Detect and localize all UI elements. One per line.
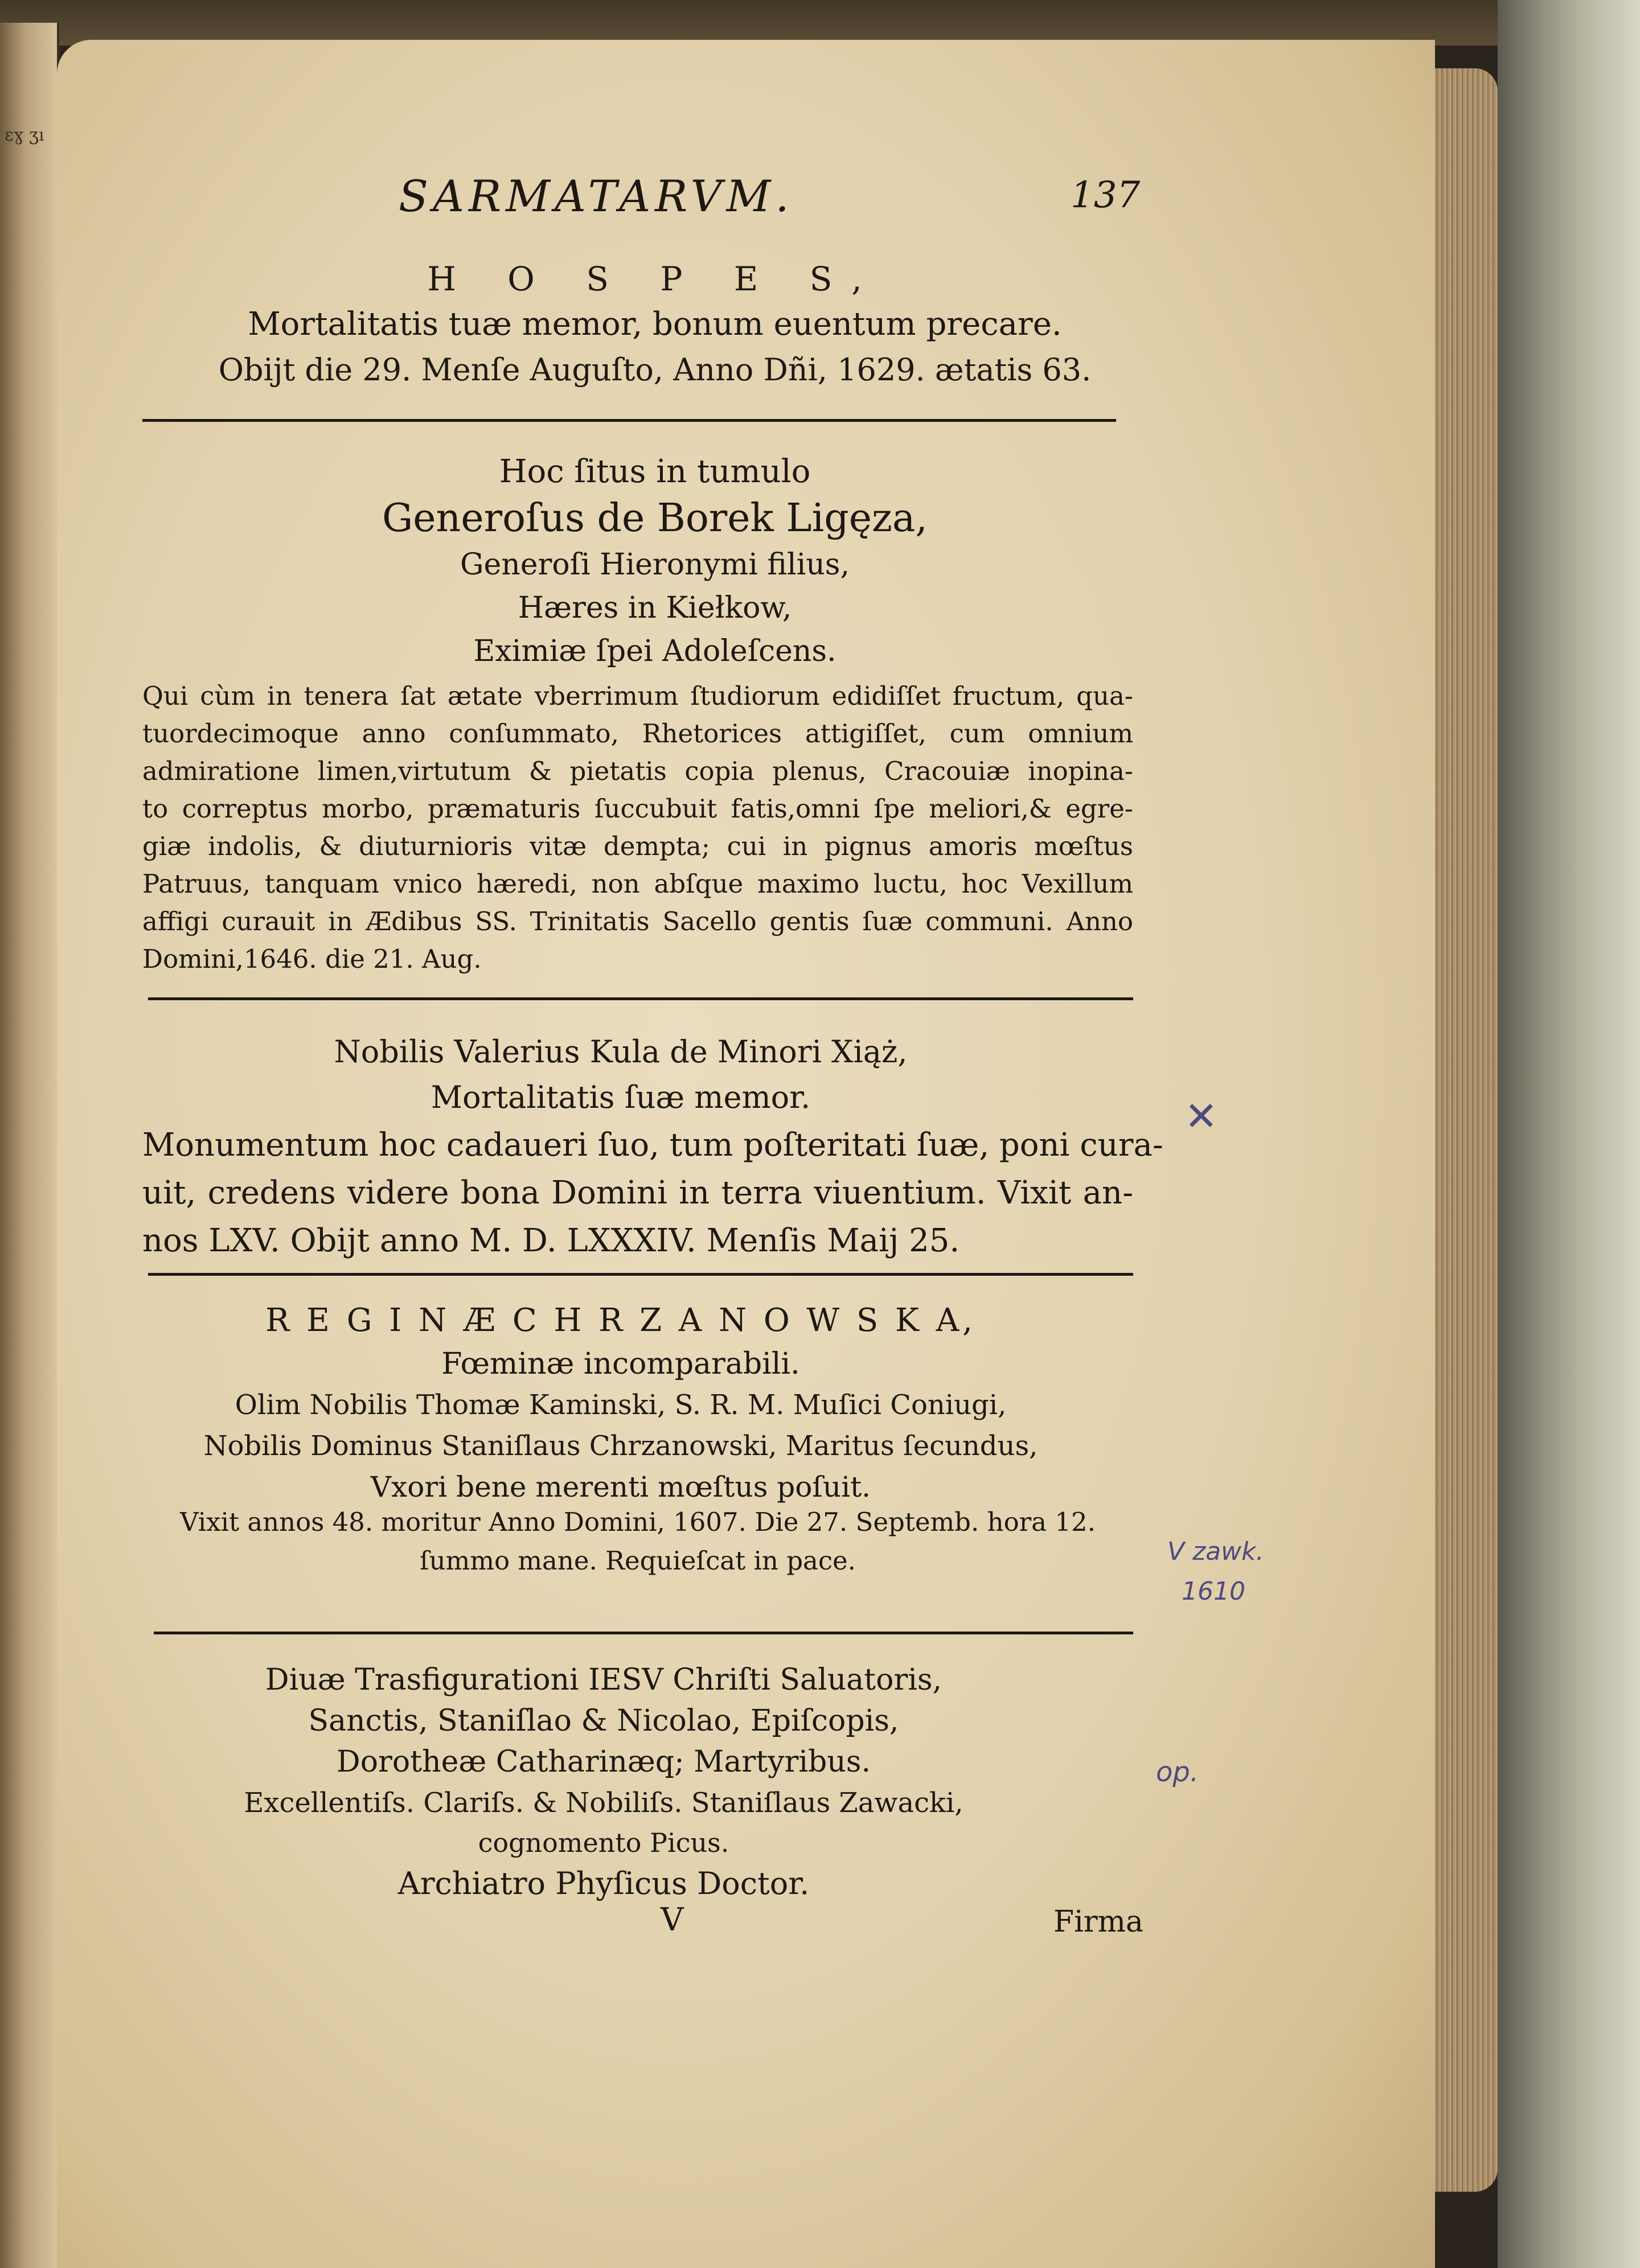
left-page-fragment: ɛɣ ʒı <box>5 125 44 145</box>
ligeza-heading-line: Generoſi Hieronymi filius, <box>460 548 850 582</box>
kula-heading-line: Nobilis Valerius Kula de Minori Xiąż, <box>334 1034 908 1070</box>
section-chrzanowska <box>137 1298 1105 1507</box>
running-title: SARMATARVM. <box>399 171 794 221</box>
page-footer <box>137 1901 1162 1947</box>
page-number: 137 <box>1071 174 1141 216</box>
zawacki-line: Excellentiſs. Clariſs. & Nobiliſs. Staniſlaus Zawacki, <box>244 1787 964 1819</box>
chrzanowska-line: Fœminæ incomparabili. <box>441 1347 800 1381</box>
section-chrzanowska-body <box>142 1503 1133 1580</box>
ligeza-heading-line: Eximiæ ſpei Adoleſcens. <box>473 634 837 668</box>
section-kula-heading <box>137 1029 1105 1120</box>
chrzanowska-body-line: Vixit annos 48. moritur Anno Domini, 1607. Die 27. Septemb. hora 12. <box>180 1507 1096 1537</box>
chrzanowska-line: R E G I N Æ C H R Z A N O W S K A, <box>265 1302 976 1339</box>
zawacki-line: Archiatro Phyſicus Doctor. <box>397 1866 810 1901</box>
chrzanowska-body-line: ſummo mane. Requieſcat in pace. <box>420 1546 856 1576</box>
divider <box>142 419 1116 422</box>
ligeza-body-line: Qui cùm in tenera ſat ætate vberrimum ſtudiorum edidiſſet fructum, qua- <box>142 681 1133 711</box>
chrzanowska-line: Vxori bene merenti mœſtus poſuit. <box>370 1470 871 1503</box>
left-page-strip <box>0 23 59 2268</box>
catchword: Firma <box>1053 1905 1143 1939</box>
ligeza-body-line: Domini,1646. die 21. Aug. <box>142 944 482 974</box>
zawacki-line: Diuæ Trasfigurationi IESV Chriſti Saluatoris, <box>265 1663 942 1697</box>
zawacki-line: Sanctis, Staniſlao & Nicolao, Epiſcopis, <box>308 1704 899 1738</box>
ligeza-heading-line: Hoc ſitus in tumulo <box>499 453 811 490</box>
section-zawacki <box>137 1659 1071 1905</box>
ligeza-body-line: admiratione limen,virtutum & pietatis copia plenus, Cracouiæ inopina- <box>142 756 1133 786</box>
ligeza-body-line: affigi curauit in Ædibus SS. Trinitatis Sacello gentis ſuæ communi. Anno <box>142 906 1133 936</box>
margin-note-zawacki: V zawk. <box>1167 1537 1264 1566</box>
section-kula-body <box>142 1121 1163 1265</box>
page-content <box>137 171 1173 233</box>
kula-body-line: uit, credens videre bona Domini in terra viuentium. Vixit an- <box>142 1174 1133 1211</box>
divider <box>154 1632 1133 1634</box>
page-header <box>137 171 1173 233</box>
section-ligeza-heading <box>137 450 1173 673</box>
section-ligeza-body <box>142 677 1133 978</box>
ligeza-heading-line: Generoſus de Borek Ligęza, <box>382 496 928 541</box>
ligeza-body-line: giæ indolis, & diuturnioris vitæ dempta; cui in pignus amoris mœſtus <box>142 831 1133 861</box>
margin-note-op: op. <box>1156 1756 1199 1788</box>
ligeza-heading-line: Hæres in Kiełkow, <box>518 591 792 625</box>
book-cover-edge <box>1498 0 1640 2268</box>
signature-mark: V <box>661 1901 684 1938</box>
margin-note-year: 1610 <box>1182 1577 1245 1606</box>
hospes-line: Obijt die 29. Menſe Auguſto, Anno Dñi, 1629. ætatis 63. <box>218 352 1092 388</box>
hospes-line: Mortalitatis tuæ memor, bonum euentum precare. <box>248 306 1062 343</box>
zawacki-line: Dorotheæ Catharinæq; Martyribus. <box>337 1745 871 1779</box>
ligeza-body-line: tuordecimoque anno conſummato, Rhetorices attigiſſet, cum omnium <box>142 718 1133 749</box>
zawacki-line: cognomento Picus. <box>478 1827 729 1858</box>
kula-body-line: nos LXV. Obijt anno M. D. LXXXIV. Menſis Maij 25. <box>142 1222 960 1259</box>
divider <box>148 997 1133 1000</box>
ligeza-body-line: Patruus, tanquam vnico hæredi, non abſque maximo luctu, hoc Vexillum <box>142 869 1133 899</box>
margin-cross-mark: ✕ <box>1184 1093 1218 1140</box>
ligeza-body-line: to correptus morbo, præmaturis ſuccubuit fatis,omni ſpe meliori,& egre- <box>142 794 1133 824</box>
kula-body-line: Monumentum hoc cadaueri ſuo, tum poſteritati ſuæ, poni cura- <box>142 1127 1163 1164</box>
section-hospes <box>137 256 1173 393</box>
book-top-edge <box>0 0 1640 46</box>
hospes-line: H O S P E S, <box>427 260 883 298</box>
chrzanowska-line: Olim Nobilis Thomæ Kaminski, S. R. M. Muſici Coniugi, <box>235 1389 1007 1421</box>
chrzanowska-line: Nobilis Dominus Staniſlaus Chrzanowski, Maritus ſecundus, <box>203 1430 1038 1462</box>
divider <box>148 1273 1133 1276</box>
kula-heading-line: Mortalitatis ſuæ memor. <box>430 1079 811 1115</box>
